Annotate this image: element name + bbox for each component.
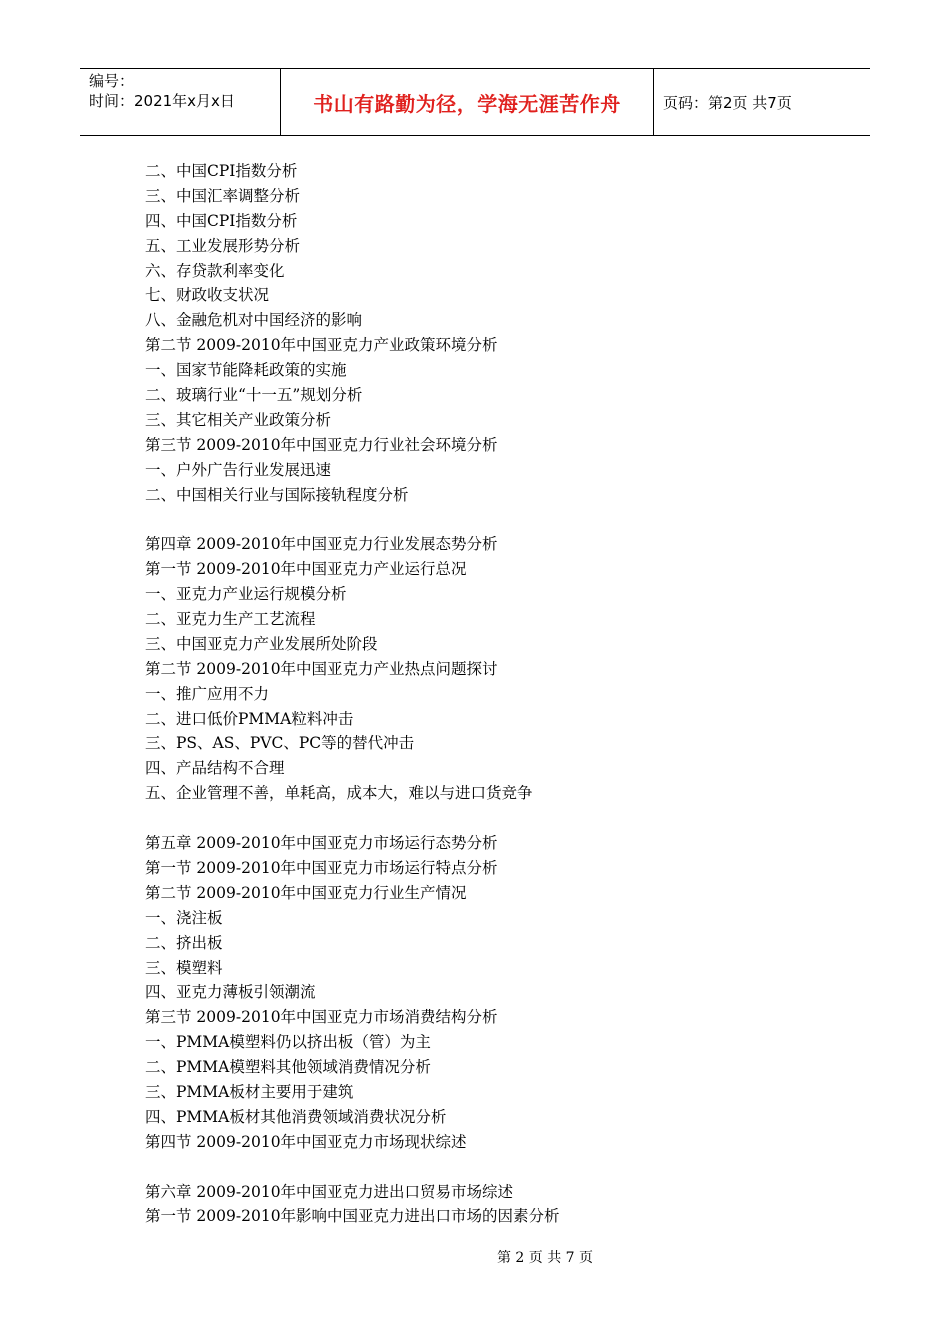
toc-entry: 三、PMMA板材主要用于建筑 xyxy=(145,1082,354,1101)
toc-entry: 第二节 2009-2010年中国亚克力产业政策环境分析 xyxy=(145,336,498,355)
header-meta xyxy=(80,69,281,135)
toc-entry: 二、进口低价PMMA粒料冲击 xyxy=(145,709,354,728)
toc-entry: 第一节 2009-2010年中国亚克力市场运行特点分析 xyxy=(145,858,498,877)
motto: 书山有路勤为径，学海无涯苦作舟 xyxy=(313,91,621,116)
toc-entry: 三、其它相关产业政策分析 xyxy=(145,410,332,429)
toc-entry: 第三节 2009-2010年中国亚克力市场消费结构分析 xyxy=(145,1008,498,1027)
toc-entry: 二、中国相关行业与国际接轨程度分析 xyxy=(145,485,409,504)
time-label: 时间：2021年x月x日 xyxy=(89,92,235,110)
page-footer: 第 2 页 共 7 页 xyxy=(496,1250,594,1266)
page-header xyxy=(80,68,870,136)
toc-entry: 二、挤出板 xyxy=(145,933,223,952)
toc-entry: 二、亚克力生产工艺流程 xyxy=(145,610,316,629)
toc-entry: 第三节 2009-2010年中国亚克力行业社会环境分析 xyxy=(145,435,498,454)
toc-entry: 四、中国CPI指数分析 xyxy=(145,211,298,230)
toc-spacer xyxy=(145,1155,560,1180)
toc-entry: 一、国家节能降耗政策的实施 xyxy=(145,361,347,380)
toc-entry: 三、PS、AS、PVC、PC等的替代冲击 xyxy=(145,734,415,753)
toc-entry: 第二节 2009-2010年中国亚克力行业生产情况 xyxy=(145,883,467,902)
toc-entry: 第四章 2009-2010年中国亚克力行业发展态势分析 xyxy=(145,535,498,554)
toc-entry: 二、PMMA模塑料其他领域消费情况分析 xyxy=(145,1058,431,1077)
toc-entry: 一、户外广告行业发展迅速 xyxy=(145,460,332,479)
table-of-contents xyxy=(145,159,560,1229)
toc-entry: 一、浇注板 xyxy=(145,908,223,927)
toc-entry: 第一节 2009-2010年影响中国亚克力进出口市场的因素分析 xyxy=(145,1207,560,1226)
toc-entry: 四、PMMA板材其他消费领域消费状况分析 xyxy=(145,1107,447,1126)
toc-entry: 三、模塑料 xyxy=(145,958,223,977)
toc-entry: 二、玻璃行业“十一五”规划分析 xyxy=(145,386,363,405)
toc-entry: 六、存贷款利率变化 xyxy=(145,261,285,280)
toc-entry: 五、工业发展形势分析 xyxy=(145,236,301,255)
toc-entry: 一、PMMA模塑料仍以挤出板（管）为主 xyxy=(145,1033,431,1052)
toc-entry: 第二节 2009-2010年中国亚克力产业热点问题探讨 xyxy=(145,659,498,678)
toc-entry: 七、财政收支状况 xyxy=(145,286,270,305)
header-motto-cell xyxy=(281,69,654,135)
page-label: 页码：第2页 共7页 xyxy=(663,93,792,112)
toc-entry: 八、金融危机对中国经济的影响 xyxy=(145,311,363,330)
toc-entry: 第五章 2009-2010年中国亚克力市场运行态势分析 xyxy=(145,834,498,853)
toc-entry: 第一节 2009-2010年中国亚克力产业运行总况 xyxy=(145,560,467,579)
toc-entry: 二、中国CPI指数分析 xyxy=(145,162,298,180)
code-label: 编号： xyxy=(89,72,135,90)
header-page-cell xyxy=(654,69,870,135)
toc-entry: 一、推广应用不力 xyxy=(145,684,270,703)
toc-entry: 第四节 2009-2010年中国亚克力市场现状综述 xyxy=(145,1132,467,1151)
toc-entry: 三、中国汇率调整分析 xyxy=(145,186,301,205)
toc-spacer xyxy=(145,806,560,831)
toc-entry: 四、亚克力薄板引领潮流 xyxy=(145,983,316,1002)
toc-entry: 四、产品结构不合理 xyxy=(145,759,285,778)
toc-spacer xyxy=(145,507,560,532)
toc-entry: 五、企业管理不善，单耗高，成本大，难以与进口货竞争 xyxy=(145,784,533,803)
toc-entry: 一、亚克力产业运行规模分析 xyxy=(145,585,347,604)
toc-entry: 三、中国亚克力产业发展所处阶段 xyxy=(145,634,378,653)
toc-entry: 第六章 2009-2010年中国亚克力进出口贸易市场综述 xyxy=(145,1182,514,1201)
